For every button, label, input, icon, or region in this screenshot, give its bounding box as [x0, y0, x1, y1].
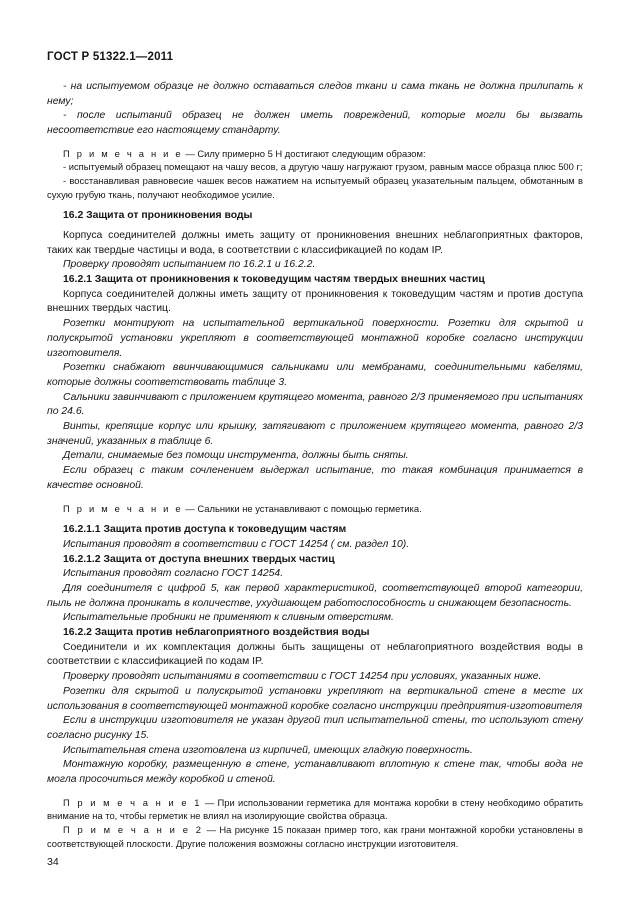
note-text: — Сальники не устанавливают с помощью герметика.	[182, 502, 422, 514]
paragraph: Если образец с таким сочленением выдержал испытание, то такая комбинация принимается в качестве основной.	[47, 465, 583, 491]
paragraph: Испытания проводят в соответствии с ГОСТ 14254 ( см. раздел 10).	[63, 538, 410, 550]
paragraph: Испытательная стена изготовлена из кирпичей, имеющих гладкую поверхность.	[63, 744, 473, 756]
note-label: П р и м е ч а н и е 2	[63, 823, 204, 835]
paragraph: Корпуса соединителей должны иметь защиту от проникновения внешних неблагоприятных факторов, таких как твердые частицы и вода, в соответствии с классификацией по кодам IP.	[47, 229, 583, 256]
paragraph: Испытания проводят согласно ГОСТ 14254.	[63, 568, 284, 580]
note	[47, 147, 583, 161]
note-text: — При использовании герметика для монтажа коробки в стену необходимо обратить внимание на то, чтобы герметик не влиял на изолирующие свойства образца.	[47, 796, 583, 822]
page-number: 34	[47, 856, 59, 868]
note	[47, 823, 583, 850]
note-label: П р и м е ч а н и е 1	[63, 796, 202, 808]
paragraph: Проверку проводят испытанием по 16.2.1 и 16.2.2.	[63, 259, 316, 271]
section-heading: 16.2.1 Защита от проникновения к токоведущим частям твердых внешних частиц	[63, 274, 485, 285]
note-label: П р и м е ч а н и е	[63, 147, 183, 159]
paragraph: - на испытуемом образце не должно оставаться следов ткани и сама ткань не должна прилипать к нему;	[47, 81, 583, 107]
paragraph: Для соединителя с цифрой 5, как первой характеристикой, соответствующей второй категории, пыль не должна проникать в количестве, ухудшающем работоспособность и снижающем безопасность.	[47, 582, 583, 609]
note	[47, 502, 583, 516]
section-heading: 16.2.2 Защита против неблагоприятного воздействия воды	[63, 627, 370, 639]
paragraph: Монтажную коробку, размещенную в стене, устанавливают вплотную к стене так, чтобы вода не могла просочиться между коробкой и стеной.	[47, 759, 583, 786]
paragraph: Корпуса соединителей должны иметь защиту от проникновения к токоведущим частям и против доступа внешних твердых частиц.	[47, 288, 583, 315]
document-header: ГОСТ Р 51322.1—2011	[47, 51, 174, 63]
paragraph: Испытательные пробники не применяют к сливным отверстиям.	[63, 612, 394, 624]
document-body	[47, 80, 583, 850]
paragraph: Сальники завинчивают с приложением крутящего момента, равного 2/3 применяемого при испытаниях по 24.6.	[47, 391, 583, 418]
note-paragraph: - испытуемый образец помещают на чашу весов, а другую чашу нагружают грузом, равным массе образца плюс 500 г;	[63, 161, 583, 173]
paragraph: - после испытаний образец не должен иметь повреждений, которые могли бы вызвать несоответствие его настоящему стандарту.	[47, 110, 583, 137]
paragraph: Розетки снабжают ввинчивающимися сальниками или мембранами, соединительными кабелями, которые должны соответствовать таблице 3.	[47, 362, 583, 388]
paragraph: Розетки монтируют на испытательной вертикальной поверхности. Розетки для скрытой и полускрытой установки укрепляют в соответствующей монтажной коробке согласно инструкции изготовителя.	[47, 318, 583, 359]
paragraph: Детали, снимаемые без помощи инструмента, должны быть сняты.	[63, 450, 409, 462]
paragraph: Соединители и их комплектация должны быть защищены от неблагоприятного воздействия воды в соответствии с классификацией по кодам IP.	[47, 641, 583, 668]
section-heading: 16.2.1.1 Защита против доступа к токоведущим частям	[63, 524, 347, 536]
note-text: — Силу примерно 5 Н достигают следующим образом:	[182, 147, 426, 159]
paragraph: Винты, крепящие корпус или крышку, затягивают с приложением крутящего момента, равного 2/3 значений, указанных в таблице 6.	[47, 421, 583, 447]
note	[47, 796, 583, 823]
note-label: П р и м е ч а н и е	[63, 502, 183, 514]
note-paragraph: - восстанавливая равновесие чашек весов нажатием на испытуемый образец указательным пальцем, обмотанным в сухую грубую ткань, получают необходимое усилие.	[47, 175, 583, 200]
section-heading: 16.2.1.2 Защита от доступа внешних твердых частиц	[63, 553, 335, 565]
paragraph: Проверку проводят испытаниями в соответствии с ГОСТ 14254 при условиях, указанных ниже.	[63, 671, 542, 683]
note-text: — На рисунке 15 показан пример того, как грани монтажной коробки установлены в соответствующей плоскости. Другие положения возможны согласно инструкции изготовителя.	[47, 823, 583, 849]
paragraph: Розетки для скрытой и полускрытой установки укрепляют на вертикальной стене в месте их использования в соответствующей монтажной коробке согласно инструкции предприятия-изготовителя	[47, 685, 583, 712]
paragraph: Если в инструкции изготовителя не указан другой тип испытательной стены, то используют стену согласно рисунку 15.	[47, 715, 583, 741]
section-heading: 16.2 Защита от проникновения воды	[63, 210, 253, 222]
